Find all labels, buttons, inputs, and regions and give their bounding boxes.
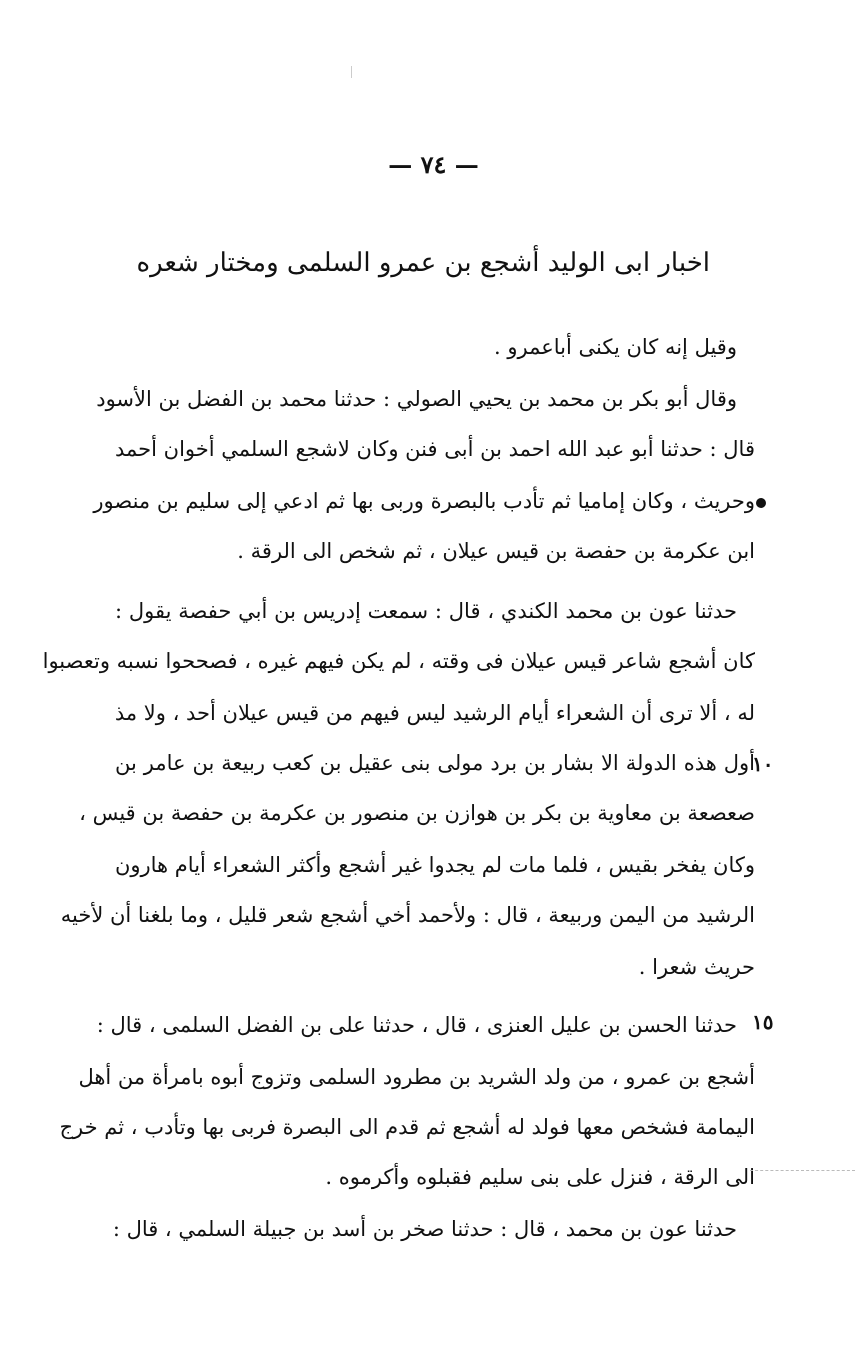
text-line: كان أشجع شاعر قيس عيلان فى وقته ، لم يكن فيهم غيره ، فصححوا نسبه وتعصبوا [42, 649, 755, 673]
scan-mark [351, 66, 352, 78]
line-number-15: ١٥ [752, 1010, 774, 1034]
text-line: وحريث ، وكان إماميا ثم تأدب بالبصرة وربى بها ثم ادعي إلى سليم بن منصور [93, 489, 755, 513]
text-line: أشجع بن عمرو ، من ولد الشريد بن مطرود السلمى وتزوج أبوه بامرأة من أهل [78, 1065, 755, 1089]
text-line: وقيل إنه كان يكنى أباعمرو . [494, 335, 737, 359]
text-line: حريث شعرا . [638, 955, 755, 979]
text-line: صعصعة بن معاوية بن بكر بن هوازن بن منصور بن عكرمة بن حفصة بن قيس ، [79, 801, 755, 825]
text-line: له ، ألا ترى أن الشعراء أيام الرشيد ليس فيهم من قيس عيلان أحد ، ولا مذ [114, 701, 755, 725]
text-line: حدثنا عون بن محمد ، قال : حدثنا صخر بن أسد بن جبيلة السلمي ، قال : [112, 1217, 737, 1241]
margin-dashes [750, 1170, 855, 1171]
text-line: وكان يفخر بقيس ، فلما مات لم يجدوا غير أشجع وأكثر الشعراء أيام هارون [114, 853, 755, 877]
text-line: قال : حدثنا أبو عبد الله احمد بن أبى فنن وكان لاشجع السلمي أخوان أحمد [115, 437, 755, 461]
text-line: حدثنا عون بن محمد الكندي ، قال : سمعت إدريس بن أبي حفصة يقول : [115, 599, 737, 623]
text-line: ابن عكرمة بن حفصة بن قيس عيلان ، ثم شخص الى الرقة . [237, 539, 755, 563]
text-line: الرشيد من اليمن وربيعة ، قال : ولأحمد أخي أشجع شعر قليل ، وما بلغنا أن لأخيه [60, 903, 755, 927]
page-number: — ٧٤ — [388, 150, 479, 179]
chapter-title: اخبار ابى الوليد أشجع بن عمرو السلمى ومختار شعره [136, 248, 710, 278]
text-line: أول هذه الدولة الا بشار بن برد مولى بنى عقيل بن كعب ربيعة بن عامر بن [115, 751, 755, 775]
margin-bullet [756, 498, 766, 508]
line-number-10: ١٠ [752, 752, 774, 776]
text-line: وقال أبو بكر بن محمد بن يحيي الصولي : حدثنا محمد بن الفضل بن الأسود [96, 387, 737, 411]
text-line: اليمامة فشخص معها فولد له أشجع ثم قدم الى البصرة فربى بها وتأدب ، ثم خرج [59, 1115, 755, 1139]
text-line: الى الرقة ، فنزل على بنى سليم فقبلوه وأكرموه . [325, 1165, 755, 1189]
text-line: حدثنا الحسن بن عليل العنزى ، قال ، حدثنا على بن الفضل السلمى ، قال : [96, 1013, 737, 1037]
